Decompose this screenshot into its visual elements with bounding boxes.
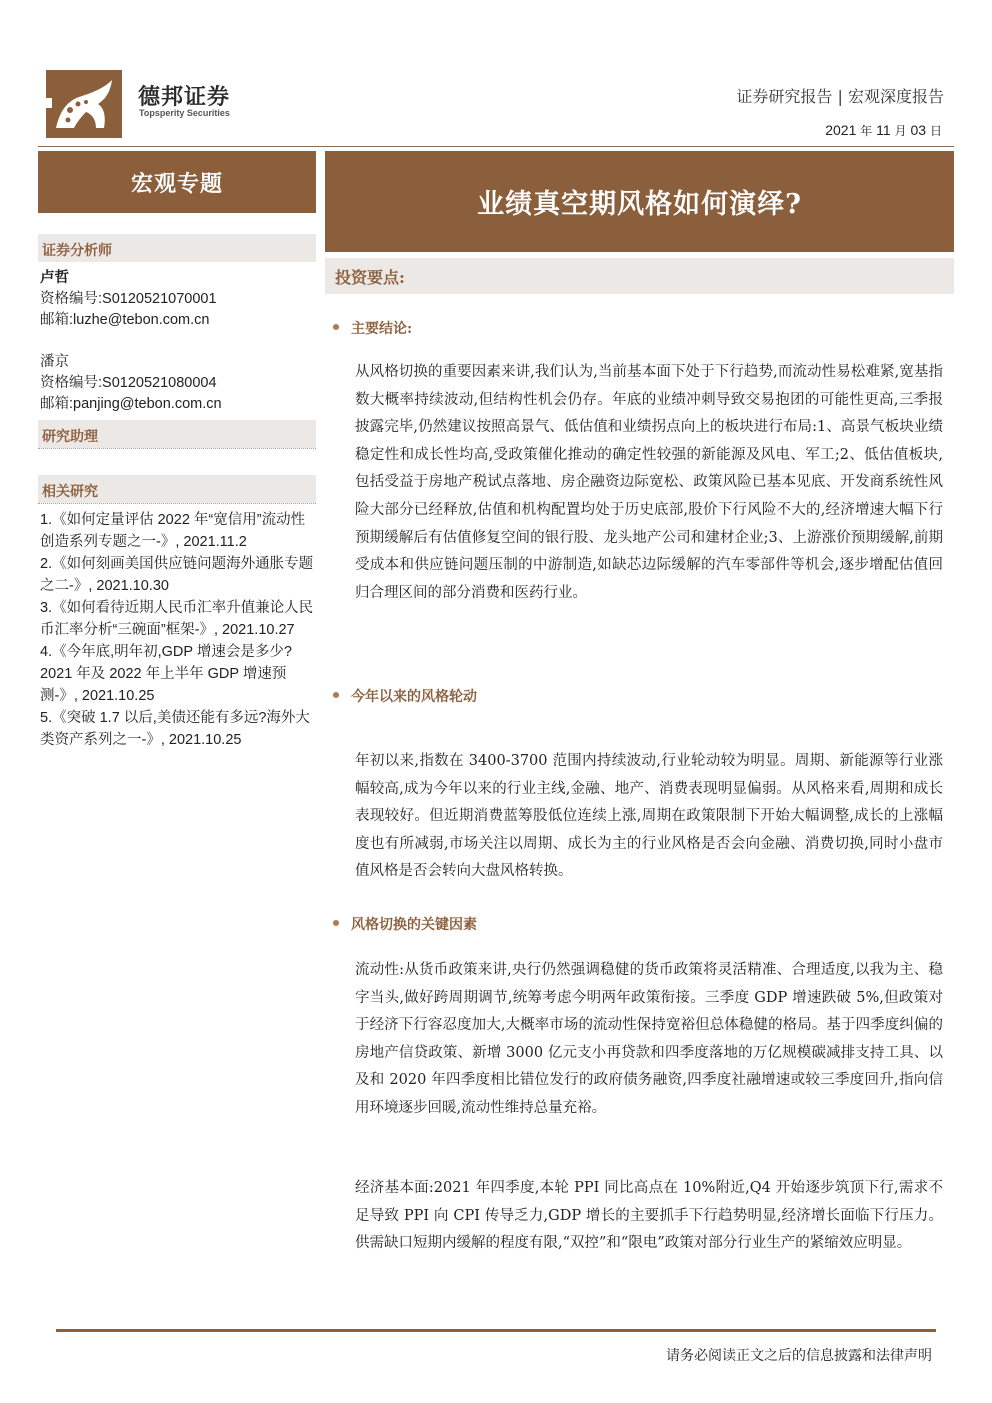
- report-type: 证券研究报告 | 宏观深度报告: [736, 87, 944, 106]
- bullet-dot-icon: [333, 692, 339, 698]
- assistant-heading: 研究助理: [38, 420, 316, 448]
- paragraph: 流动性:从货币政策来讲,央行仍然强调稳健的货币政策将灵活精准、合理适度,以我为主、稳字当头,做好跨周期调节,统筹考虑今明两年政策衔接。三季度 GDP 增速跌破 5%,但政策对于经济下行容忍度加大,大概率市场的流动性保持宽裕但总体稳健的格局。基于四季度纠偏的房地产信贷政策、新增 3000 亿元支小再贷款和四季度落地的万亿规模碳减排支持工具、以及和 2020 年四季度相比错位发行的政府债务融资,四季度社融增速或较三季度回升,指向信用环境逐步回暖,流动性维持总量充裕。: [355, 962, 943, 1116]
- related-research-heading: 相关研究: [38, 475, 316, 503]
- category-banner: 宏观专题: [38, 151, 316, 213]
- section-heading: 主要结论:: [333, 318, 933, 338]
- section-heading: 今年以来的风格轮动: [333, 686, 933, 706]
- section-heading: 风格切换的关键因素: [333, 914, 933, 934]
- brand-logo-icon: [46, 70, 122, 138]
- list-item[interactable]: 4.《今年底,明年初,GDP 增速会是多少? 2021 年及 2022 年上半年 GDP 增速预测-》, 2021.10.25: [40, 644, 292, 704]
- related-research-list: [40, 509, 316, 751]
- paragraph: 从风格切换的重要因素来讲,我们认为,当前基本面下处于下行趋势,而流动性易松难紧,宽基指数大概率持续波动,但结构性机会仍存。年底的业绩冲刺导致交易抱团的可能性更高,三季报披露完毕,仍然建议按照高景气、低估值和业绩拐点向上的板块进行布局:1、高景气板块业绩稳定性和成长性均高,受政策催化推动的确定性较强的新能源及风电、军工;2、低估值板块,包括受益于房地产税试点落地、房企融资边际宽松、政策风险已基本见底、开发商系统性风险大部分已经释放,估值和机构配置均处于历史底部,股价下行风险不大的,经济增速大幅下行预期缓解后有估值修复空间的银行股、龙头地产公司和建材企业;3、上游涨价预期缓解,前期受成本和供应链问题压制的中游制造,如缺芯边际缓解的汽车零部件等机会,逐步增配估值回归合理区间的部分消费和医药行业。: [355, 364, 943, 601]
- brand-name-cn: 德邦证券: [138, 85, 231, 110]
- list-item[interactable]: 2.《如何刻画美国供应链问题海外通胀专题之二-》, 2021.10.30: [40, 556, 314, 594]
- key-points-heading: 投资要点:: [325, 258, 954, 294]
- list-item[interactable]: 3.《如何看待近期人民币汇率升值兼论人民币汇率分析“三碗面”框架-》, 2021.10.27: [40, 600, 314, 638]
- date-year-unit: 年: [860, 124, 873, 138]
- date-month-unit: 月: [894, 124, 907, 138]
- analyst-name: 潘京: [40, 354, 69, 370]
- date-year: 2021: [825, 122, 857, 138]
- sidebar-divider: [38, 503, 316, 504]
- analyst-email: 邮箱:luzhe@tebon.com.cn: [40, 312, 210, 328]
- analyst-cert: 资格编号:S0120521070001: [40, 291, 217, 307]
- analyst-name: 卢哲: [40, 269, 69, 286]
- analyst-card-2: [40, 352, 316, 415]
- bullet-dot-icon: [333, 324, 339, 330]
- footer-divider: [56, 1329, 936, 1332]
- header-divider: [38, 146, 954, 147]
- date-day: 03: [910, 122, 927, 138]
- date-day-unit: 日: [929, 124, 942, 138]
- analyst-card-1: [40, 267, 316, 331]
- analyst-heading: 证券分析师: [38, 234, 316, 262]
- list-item[interactable]: 5.《突破 1.7 以后,美债还能有多远?海外大类资产系列之一-》, 2021.10.25: [40, 710, 310, 748]
- date-month: 11: [876, 122, 891, 138]
- report-date: [825, 122, 942, 139]
- analyst-cert: 资格编号:S0120521080004: [40, 375, 217, 391]
- sidebar-divider: [38, 448, 316, 449]
- list-item[interactable]: 1.《如何定量评估 2022 年“宽信用”流动性创造系列专题之一-》, 2021.11.2: [40, 512, 306, 550]
- bullet-dot-icon: [333, 920, 339, 926]
- paragraph: 经济基本面:2021 年四季度,本轮 PPI 同比高点在 10%附近,Q4 开始逐步筑顶下行,需求不足导致 PPI 向 CPI 传导乏力,GDP 增长的主要抓手下行趋势明显,经济增长面临下行压力。供需缺口短期内缓解的程度有限,“双控”和“限电”政策对部分行业生产的紧缩效应明显。: [355, 1180, 943, 1252]
- footer-disclaimer: 请务必阅读正文之后的信息披露和法律声明: [666, 1348, 932, 1364]
- paragraph: 年初以来,指数在 3400-3700 范围内持续波动,行业轮动较为明显。周期、新能源等行业涨幅较高,成为今年以来的行业主线,金融、地产、消费表现明显偏弱。从风格来看,周期和成长表现较好。但近期消费蓝筹股低位连续上涨,周期在政策限制下开始大幅调整,成长的上涨幅度也有所减弱,市场关注以周期、成长为主的行业风格是否会向金融、消费切换,同时小盘市值风格是否会转向大盘风格转换。: [355, 753, 943, 880]
- analyst-email: 邮箱:panjing@tebon.com.cn: [40, 396, 222, 412]
- report-title: 业绩真空期风格如何演绎?: [325, 151, 954, 252]
- brand-name-en: Topsperity Securities: [139, 108, 230, 118]
